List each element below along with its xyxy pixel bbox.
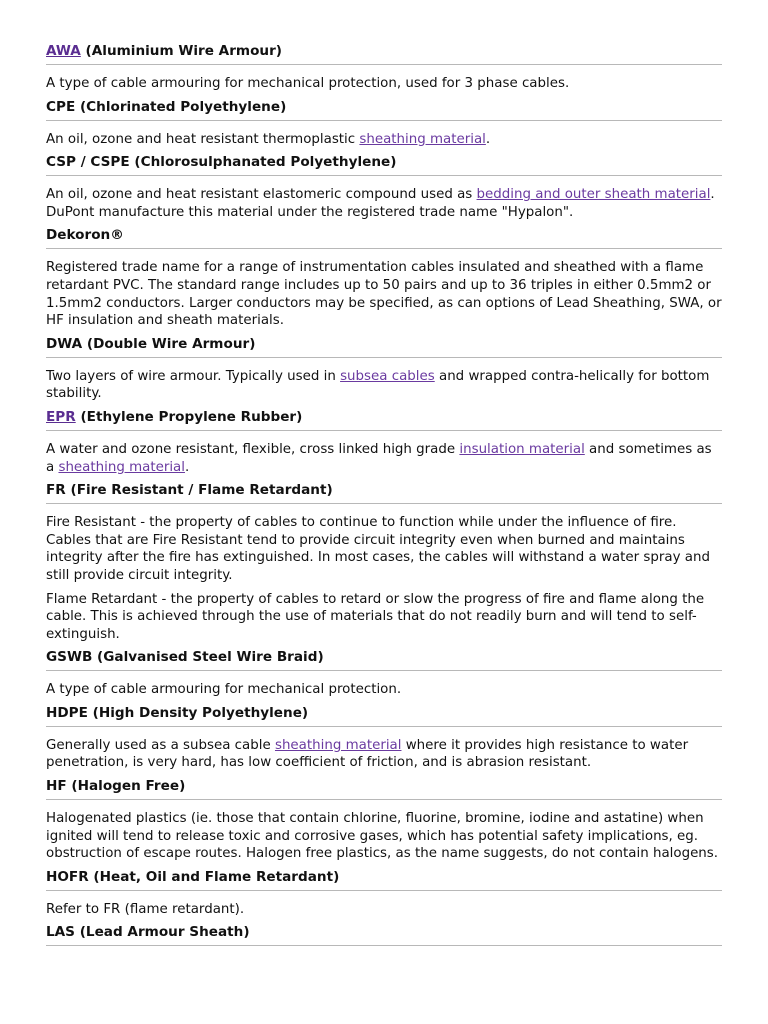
glossary-entry xyxy=(46,227,722,329)
term-heading xyxy=(46,649,722,671)
definition-text: Halogenated plastics (ie. those that contain chlorine, fluorine, bromine, iodine and astatine) when ignited will tend to release toxic and corrosive gases, which has potential safety implications, eg. obstruction of escape routes. Halogen free plastics, as the name suggests, do not contain halogens. xyxy=(46,811,719,862)
definition-paragraph xyxy=(46,368,722,403)
term-heading xyxy=(46,227,722,249)
definition-text: and sometimes as a xyxy=(46,441,712,475)
term-text: HOFR (Heat, Oil and Flame Retardant) xyxy=(46,868,340,885)
link-insulation-material[interactable]: insulation material xyxy=(459,441,585,457)
definition-text: . xyxy=(184,459,190,475)
term-heading xyxy=(46,43,722,65)
definition-paragraph xyxy=(46,810,722,863)
glossary-entry xyxy=(46,778,722,863)
term-heading xyxy=(46,869,722,891)
definition-text: . DuPont manufacture this material under the registered trade name "Hypalon". xyxy=(46,187,715,220)
definition-text: A type of cable armouring for mechanical protection. xyxy=(46,682,402,698)
link-sheathing-material[interactable]: sheathing material xyxy=(359,131,486,147)
definition-paragraph xyxy=(46,514,722,584)
term-heading xyxy=(46,924,722,946)
glossary-entry xyxy=(46,705,722,772)
definition-text: An oil, ozone and heat resistant elastomeric compound used as xyxy=(46,187,477,203)
glossary-list xyxy=(46,43,722,956)
glossary-entry xyxy=(46,154,722,221)
definition-text: A water and ozone resistant, flexible, cross linked high grade xyxy=(46,441,460,457)
definition-paragraph xyxy=(46,737,722,772)
term-heading xyxy=(46,99,722,121)
term-link-epr[interactable]: EPR xyxy=(46,408,76,425)
definition-text: An oil, ozone and heat resistant thermoplastic xyxy=(46,131,360,147)
glossary-entry xyxy=(46,43,722,93)
term-heading xyxy=(46,409,722,431)
term-text: LAS (Lead Armour Sheath) xyxy=(46,924,250,941)
term-text: HF (Halogen Free) xyxy=(46,778,186,795)
term-text: DWA (Double Wire Armour) xyxy=(46,335,256,352)
term-link-awa[interactable]: AWA xyxy=(46,43,81,59)
definition-paragraph xyxy=(46,186,722,221)
glossary-entry xyxy=(46,924,722,946)
term-heading xyxy=(46,154,722,176)
definition-paragraph xyxy=(46,901,722,919)
term-text: HDPE (High Density Polyethylene) xyxy=(46,704,309,721)
definition-paragraph xyxy=(46,441,722,476)
term-heading xyxy=(46,778,722,800)
glossary-entry xyxy=(46,649,722,699)
definition-paragraph xyxy=(46,591,722,644)
definition-text: where it provides high resistance to water penetration, is very hard, has low coefficient of friction, and is abrasion resistant. xyxy=(46,737,689,771)
definition-text: Flame Retardant - the property of cables to retard or slow the progress of fire and flame along the cable. This is achieved through the use of materials that do not readily burn and will tend to self-extinguish. xyxy=(46,591,705,642)
definition-paragraph xyxy=(46,259,722,329)
definition-text: Generally used as a subsea cable xyxy=(46,737,275,753)
definition-text: and wrapped contra-helically for bottom stability. xyxy=(46,368,710,402)
glossary-entry xyxy=(46,482,722,643)
term-heading xyxy=(46,336,722,358)
definition-paragraph xyxy=(46,75,722,93)
definition-text: A type of cable armouring for mechanical protection, used for 3 phase cables. xyxy=(46,76,570,91)
term-text: Dekoron® xyxy=(46,227,124,244)
term-text: GSWB (Galvanised Steel Wire Braid) xyxy=(46,649,324,666)
definition-text: . xyxy=(485,131,491,147)
definition-text: Registered trade name for a range of instrumentation cables insulated and sheathed with a flame retardant PVC. The standard range includes up to 50 pairs and up to 36 triples in either 0.5mm2 or 1.5mm2 conductors. Larger conductors may be specified, as can options of Lead Sheathing, SWA, or HF insulation and sheath materials. xyxy=(46,260,722,329)
link-bedding-and-outer-sheath-material[interactable]: bedding and outer sheath material xyxy=(476,187,711,203)
glossary-entry xyxy=(46,336,722,403)
link-subsea-cables[interactable]: subsea cables xyxy=(340,368,435,384)
term-text: (Aluminium Wire Armour) xyxy=(80,43,282,59)
term-heading xyxy=(46,705,722,727)
link-sheathing-material[interactable]: sheathing material xyxy=(274,737,402,753)
glossary-entry xyxy=(46,409,722,476)
link-sheathing-material[interactable]: sheathing material xyxy=(58,459,185,475)
definition-paragraph xyxy=(46,681,722,699)
term-text: CPE (Chlorinated Polyethylene) xyxy=(46,98,287,115)
definition-text: Fire Resistant - the property of cables to continue to function while under the influence of fire. Cables that are Fire Resistant tend to provide circuit integrity even when burned and maintains integrity after the fire has extinguished. In most cases, the cables will withstand a water spray and still provide circuit integrity. xyxy=(46,515,710,583)
term-text: (Ethylene Propylene Rubber) xyxy=(75,408,303,425)
definition-paragraph xyxy=(46,131,722,149)
term-text: FR (Fire Resistant / Flame Retardant) xyxy=(46,482,333,499)
glossary-entry xyxy=(46,869,722,919)
glossary-entry xyxy=(46,99,722,149)
term-text: CSP / CSPE (Chlorosulphanated Polyethylene) xyxy=(46,154,397,171)
term-heading xyxy=(46,482,722,504)
definition-text: Refer to FR (flame retardant). xyxy=(46,901,245,917)
definition-text: Two layers of wire armour. Typically used in xyxy=(46,368,341,384)
